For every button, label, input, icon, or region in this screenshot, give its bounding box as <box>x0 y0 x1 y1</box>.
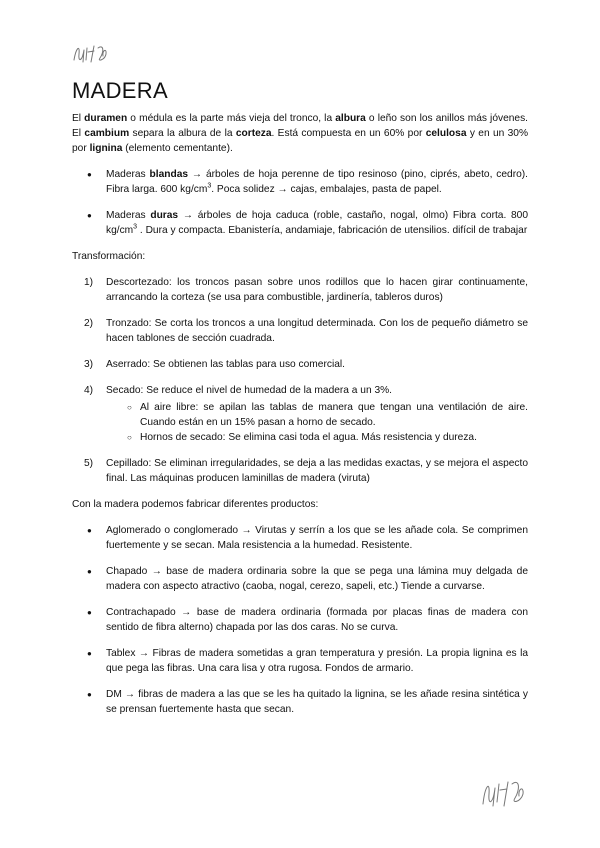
products-list <box>72 523 528 717</box>
list-item: 1) Descortezado: los troncos pasan sobre unos rodillos que lo hacen girar continuamente, arrancando la corteza (se usa para combustible, jardinería, tableros duros) <box>84 277 528 303</box>
list-item: ○ Al aire libre: se apilan las tablas de manera que tengan una ventilación de aire. Cuando están en un 15% pasan a horno de secado. <box>106 400 528 430</box>
list-item: ● DM → fibras de madera a las que se les ha quitado la lignina, se les añade resina sintética y se prensan fuertemente hasta que secan. <box>72 687 528 717</box>
page-title: MADERA <box>72 78 168 103</box>
list-item: 4) Secado: Se reduce el nivel de humedad de la madera a un 3%. ○ Al aire libre: se apilan las tablas de manera que tengan una ventilación de aire. Cuando están en un 15% pasan a horno de secado. ○ Hornos de secado: Se elimina casi toda el agua. Más resistencia y dureza. <box>72 383 528 445</box>
transformation-steps <box>72 275 528 486</box>
list-item: ● Maderas blandas → árboles de hoja perenne de tipo resinoso (pino, ciprés, abeto, cedro). Fibra larga. 600 $kg/cm^3$. Poca solidez → cajas, embalajes, pasta de papel. <box>72 167 528 197</box>
drying-methods-list <box>106 400 528 445</box>
list-item: 5) Cepillado: Se eliminan irregularidades, se deja a las medidas exactas, y se mejora el aspecto final. Las máquinas producen laminillas de madera (viruta) <box>84 458 528 484</box>
list-item: ● Aglomerado o conglomerado → Virutas y serrín a los que se les añade cola. Se comprimen fuertemente y se secan. Mala resistencia a la humedad. Resistente. <box>72 523 528 553</box>
products-label: Con la madera podemos fabricar diferentes productos: <box>72 499 319 510</box>
list-item: ● Maderas duras → árboles de hoja caduca (roble, castaño, nogal, olmo) Fibra corta. 800 $kg/cm^3$ . Dura y compacta. Ebanistería, andamiaje, fabricación de utensilios. difícil de trabajar <box>72 208 528 238</box>
transform-label: Transformación: <box>72 251 146 262</box>
list-item: ● Chapado → base de madera ordinaria sobre la que se pega una lámina muy delgada de madera con aspecto atractivo (caoba, nogal, cerezo, sapeli, etc.) Tiende a curvarse. <box>72 564 528 594</box>
list-item: ○ Hornos de secado: Se elimina casi toda el agua. Más resistencia y dureza. <box>106 430 528 445</box>
list-item: 3) Aserrado: Se obtienen las tablas para uso comercial. <box>84 359 345 370</box>
list-item: ● Contrachapado → base de madera ordinaria (formada por placas finas de madera con sentido de fibra alterno) chapada por las dos caras. No se curva. <box>72 605 528 635</box>
wood-types-list <box>72 167 528 238</box>
signature-logo-bottom <box>480 774 540 812</box>
signature-logo-top <box>72 40 122 68</box>
list-item: 2) Tronzado: Se corta los troncos a una longitud determinada. Con los de pequeño diámetro se hacen tablones de sección cuadrada. <box>84 318 528 344</box>
list-item: ● Tablex → Fibras de madera sometidas a gran temperatura y presión. La propia lignina es la que pega las fibras. Una cara lisa y otra rugosa. Fondos de armario. <box>72 646 528 676</box>
intro-paragraph: El duramen o médula es la parte más vieja del tronco, la albura o leño son los anillos más jóvenes. El cambium separa la albura de la corteza. Está compuesta en un 60% por celulosa y en un 30% por lignina (elemento cementante). <box>72 113 529 154</box>
document-body <box>72 111 528 728</box>
